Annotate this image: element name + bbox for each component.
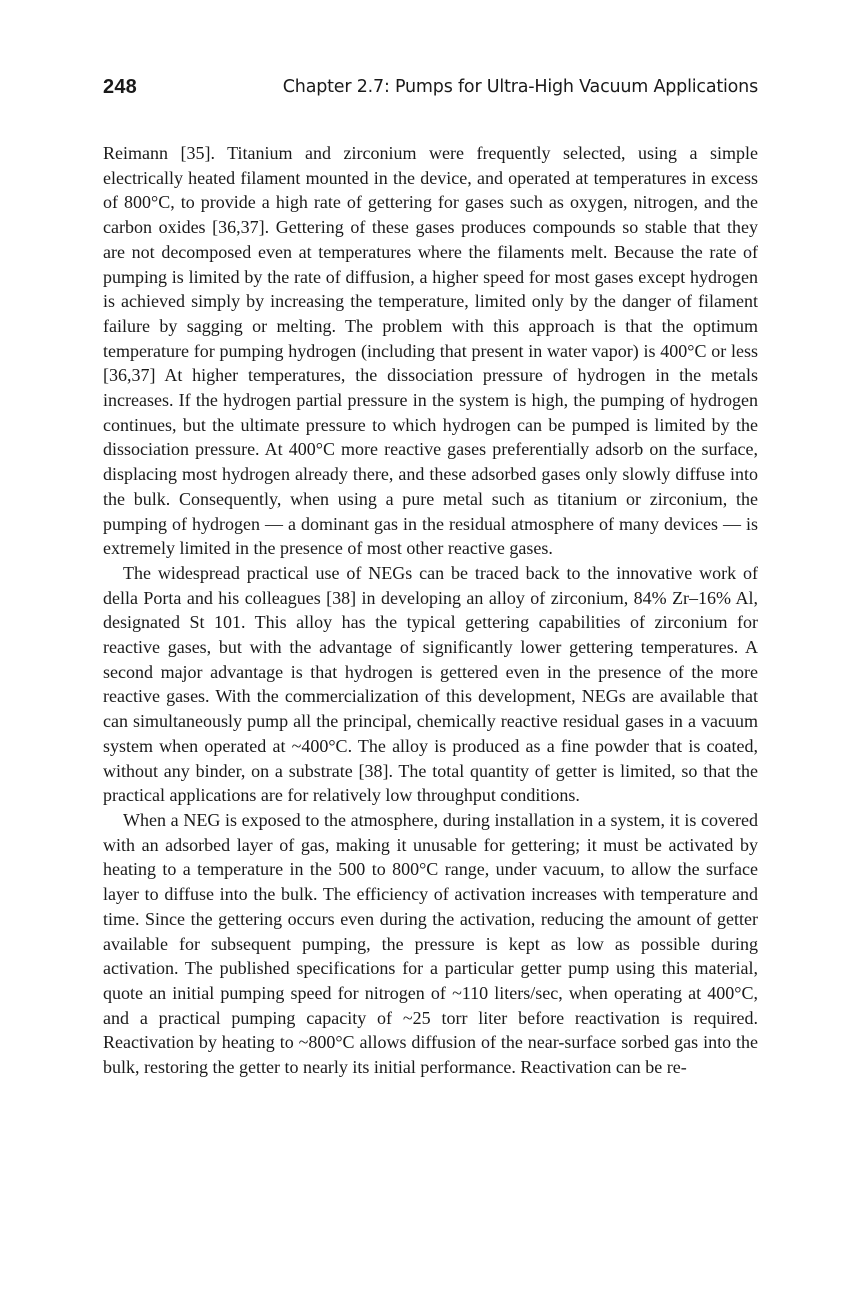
page-number: 248 (103, 76, 137, 98)
running-title: Chapter 2.7: Pumps for Ultra-High Vacuum Applications (282, 77, 758, 97)
body-text (103, 141, 758, 1080)
paragraph-continued: Reimann [35]. Titanium and zirconium were frequently selected, using a simple electrically heated filament mounted in the device, and operated at temperatures in excess of 800°C, to provide a high rate of gettering for gases such as oxygen, nitrogen, and the carbon oxides [36,37]. Gettering of these gases produces compounds so stable that they are not decomposed even at temperatures where the filaments melt. Because the rate of pumping is limited by the rate of diffusion, a higher speed for most gases except hydrogen is achieved simply by increasing the temperature, limited only by the danger of filament failure by sagging or melting. The problem with this approach is that the optimum temperature for pumping hydrogen (including that present in water vapor) is 400°C or less [36,37] At higher temperatures, the dissociation pressure of hydrogen in the metals increases. If the hydrogen partial pressure in the system is high, the pumping of hydrogen continues, but the ultimate pressure to which hydrogen can be pumped is limited by the dissociation pressure. At 400°C more reactive gases preferentially adsorb on the surface, displacing most hydrogen already there, and these adsorbed gases only slowly diffuse into the bulk. Consequently, when using a pure metal such as titanium or zirconium, the pumping of hydrogen — a dominant gas in the residual atmosphere of many devices — is extremely limited in the presence of most other reactive gases. (103, 143, 758, 559)
paragraph-neg-history: The widespread practical use of NEGs can be traced back to the innovative work of della Porta and his colleagues [38] in developing an alloy of zirconium, 84% Zr–16% Al, designated St 101. This alloy has the typical gettering capabilities of zirconium for reactive gases, but with the advantage of significantly lower gettering temperatures. A second major advantage is that hydrogen is gettered even in the presence of the more reactive gases. With the commercialization of this development, NEGs are available that can simultaneously pump all the principal, chemically reactive residual gases in a vacuum system when operated at ~400°C. The alloy is produced as a fine powder that is coated, without any binder, on a substrate [38]. The total quantity of getter is limited, so that the practical applications are for relatively low throughput conditions. (103, 562, 758, 806)
paragraph-neg-activation: When a NEG is exposed to the atmosphere, during installation in a system, it is covered with an adsorbed layer of gas, making it unusable for gettering; it must be activated by heating to a temperature in the 500 to 800°C range, under vacuum, to allow the surface layer to diffuse into the bulk. The efficiency of activation increases with temperature and time. Since the gettering occurs even during the activation, reducing the amount of getter available for subsequent pumping, the pressure is kept as low as possible during activation. The published specifications for a particular getter pump using this material, quote an initial pumping speed for nitrogen of ~110 liters/sec, when operating at 400°C, and a practical pumping capacity of ~25 torr liter before reactivation is required. Reactivation by heating to ~800°C allows diffusion of the near-surface sorbed gas into the bulk, restoring the getter to nearly its initial performance. Reactivation can be re- (103, 809, 758, 1078)
running-head (103, 76, 758, 104)
